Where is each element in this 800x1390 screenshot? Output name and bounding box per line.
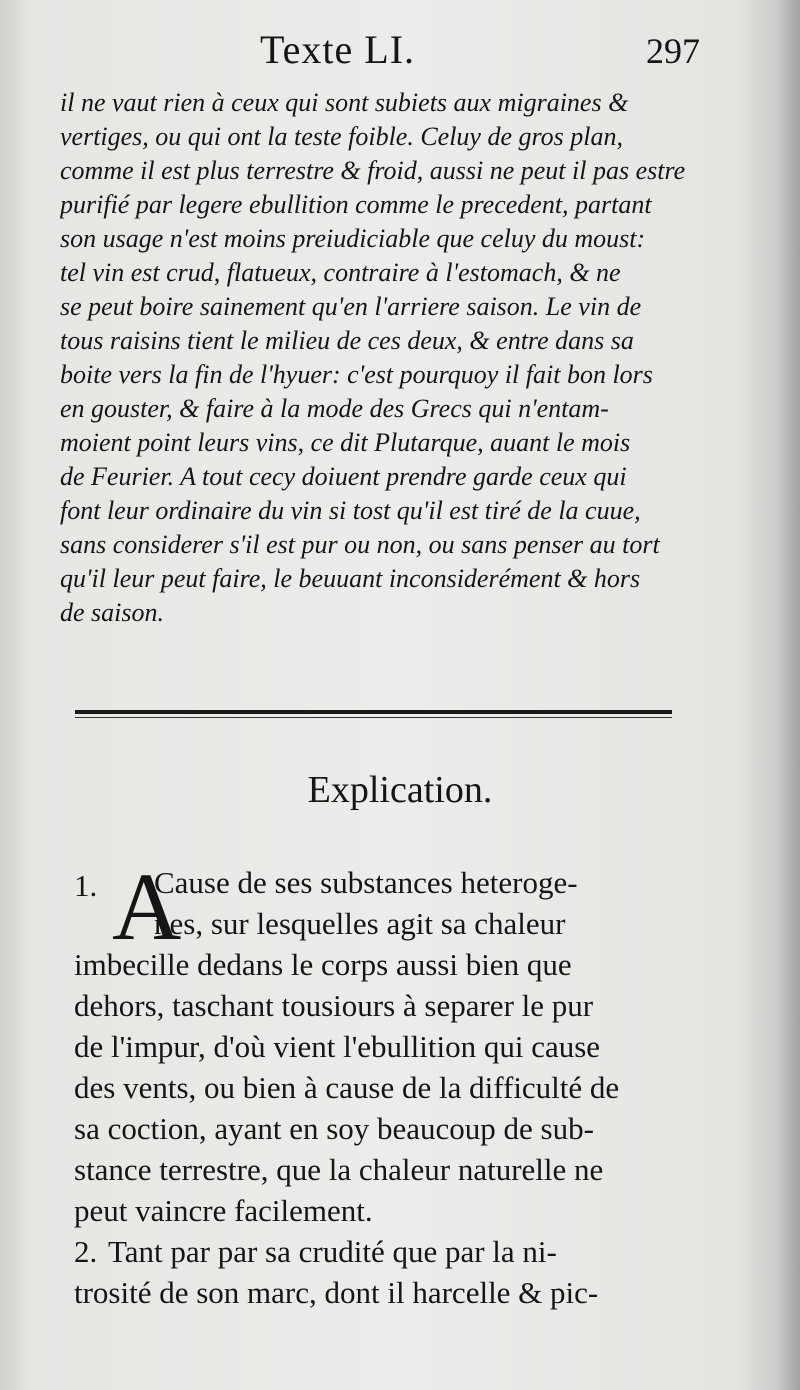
text-line: de saison. <box>60 598 164 627</box>
text-line: il ne vaut rien à ceux qui sont subiets aux migraines & <box>60 88 629 117</box>
paragraph-number: 2. <box>74 1234 98 1269</box>
text-line <box>74 1231 710 1272</box>
text-line: font leur ordinaire du vin si tost qu'il est tiré de la cuue, <box>60 496 641 525</box>
text-line: comme il est plus terrestre & froid, aussi ne peut il pas estre <box>60 156 686 185</box>
text-line: peut vaincre facilement. <box>74 1193 373 1228</box>
text-line: stance terrestre, que la chaleur naturelle ne <box>74 1152 604 1187</box>
paragraph-number: 1. <box>74 868 98 903</box>
text-line: dehors, taschant tousiours à separer le pur <box>74 988 594 1023</box>
text-line: son usage n'est moins preiudiciable que celuy du moust: <box>60 224 646 253</box>
text-line: sa coction, ayant en soy beaucoup de sub- <box>74 1111 594 1146</box>
text-line: purifié par legere ebullition comme le precedent, partant <box>60 190 652 219</box>
text-line-content: Tant par par sa crudité que par la ni- <box>108 1234 557 1269</box>
text-line: tous raisins tient le milieu de ces deux, & entre dans sa <box>60 326 634 355</box>
page-edge-shadow <box>778 0 800 1390</box>
text-line: des vents, ou bien à cause de la difficulté de <box>74 1070 620 1105</box>
running-title: Texte LI. <box>260 27 416 72</box>
text-line: vertiges, ou qui ont la teste foible. Celuy de gros plan, <box>60 122 624 151</box>
text-line: de l'impur, d'où vient l'ebullition qui cause <box>74 1029 601 1064</box>
page-header <box>60 26 700 76</box>
explication-block <box>74 853 710 1313</box>
text-line: se peut boire sainement qu'en l'arriere saison. Le vin de <box>60 292 642 321</box>
section-divider <box>75 710 672 714</box>
italic-text-block <box>60 86 700 630</box>
text-line: trosité de son marc, dont il harcelle & pic- <box>74 1275 599 1310</box>
drop-cap: A <box>112 853 182 960</box>
text-line: en gouster, & faire à la mode des Grecs qui n'entam- <box>60 394 609 423</box>
text-line: moient point leurs vins, ce dit Plutarque, auant le mois <box>60 428 631 457</box>
text-line: de Feurier. A tout cecy doiuent prendre garde ceux qui <box>60 462 627 491</box>
section-title: Explication. <box>307 769 493 811</box>
page-number: 297 <box>646 31 700 71</box>
text-line: qu'il leur peut faire, le beuuant inconsiderément & hors <box>60 564 641 593</box>
text-line: Cause de ses substances heteroge- <box>154 865 578 900</box>
text-line: imbecille dedans le corps aussi bien que <box>74 947 572 982</box>
text-line: tel vin est crud, flatueux, contraire à l'estomach, & ne <box>60 258 621 287</box>
text-line: nes, sur lesquelles agit sa chaleur <box>154 906 566 941</box>
text-line: sans considerer s'il est pur ou non, ou sans penser au tort <box>60 530 660 559</box>
section-divider-thin <box>75 717 672 718</box>
text-line: boite vers la fin de l'hyuer: c'est pourquoy il fait bon lors <box>60 360 653 389</box>
first-paragraph-opening <box>74 853 710 960</box>
